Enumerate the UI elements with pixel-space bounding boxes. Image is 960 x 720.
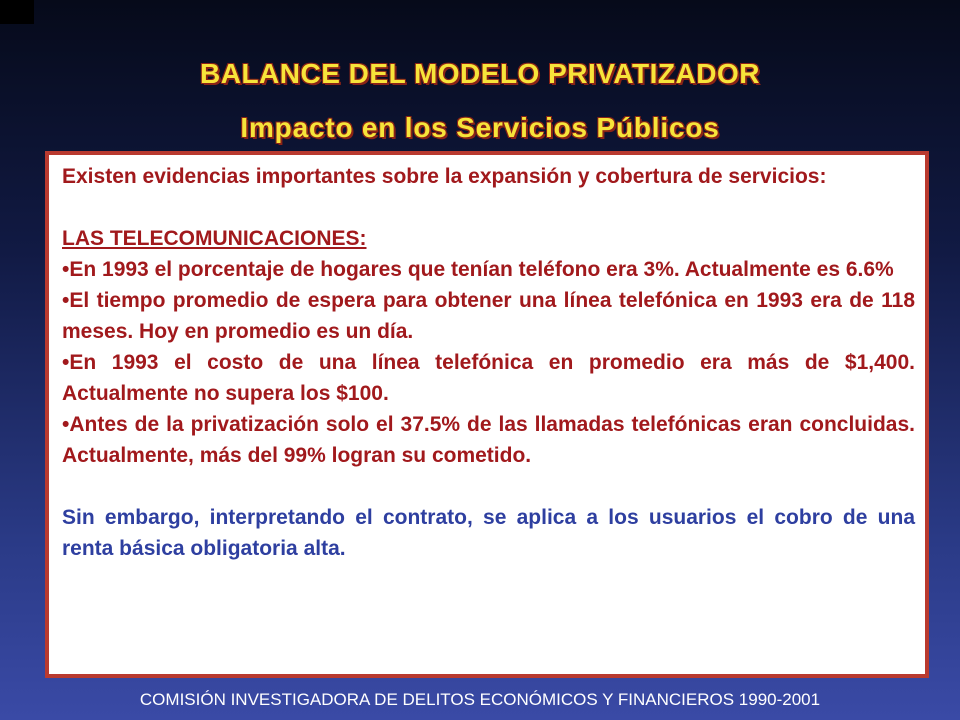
bullet-item: •En 1993 el porcentaje de hogares que tenían teléfono era 3%. Actualmente es 6.6% bbox=[62, 258, 894, 281]
section-heading: LAS TELECOMUNICACIONES: bbox=[62, 227, 367, 250]
paragraph-spacer bbox=[62, 192, 915, 223]
bullet-item: •En 1993 el costo de una línea telefónica en promedio era más de $1,400. Actualmente no supera los $100. bbox=[62, 351, 915, 405]
paragraph-spacer bbox=[62, 471, 915, 502]
corner-block bbox=[0, 0, 34, 24]
bullet-item: •El tiempo promedio de espera para obtener una línea telefónica en 1993 era de 118 meses. Hoy en promedio es un día. bbox=[62, 289, 915, 343]
bullet-item: •Antes de la privatización solo el 37.5% de las llamadas telefónicas eran concluidas. Actualmente, más del 99% logran su cometido. bbox=[62, 413, 915, 467]
slide-title: BALANCE DEL MODELO PRIVATIZADOR bbox=[200, 58, 760, 89]
slide-footer: COMISIÓN INVESTIGADORA DE DELITOS ECONÓMICOS Y FINANCIEROS 1990-2001 bbox=[139, 690, 821, 709]
content-box bbox=[45, 151, 929, 678]
closing-paragraph: Sin embargo, interpretando el contrato, se aplica a los usuarios el cobro de una renta básica obligatoria alta. bbox=[62, 506, 915, 560]
intro-paragraph: Existen evidencias importantes sobre la expansión y cobertura de servicios: bbox=[62, 165, 827, 188]
slide-subtitle: Impacto en los Servicios Públicos bbox=[240, 112, 720, 143]
